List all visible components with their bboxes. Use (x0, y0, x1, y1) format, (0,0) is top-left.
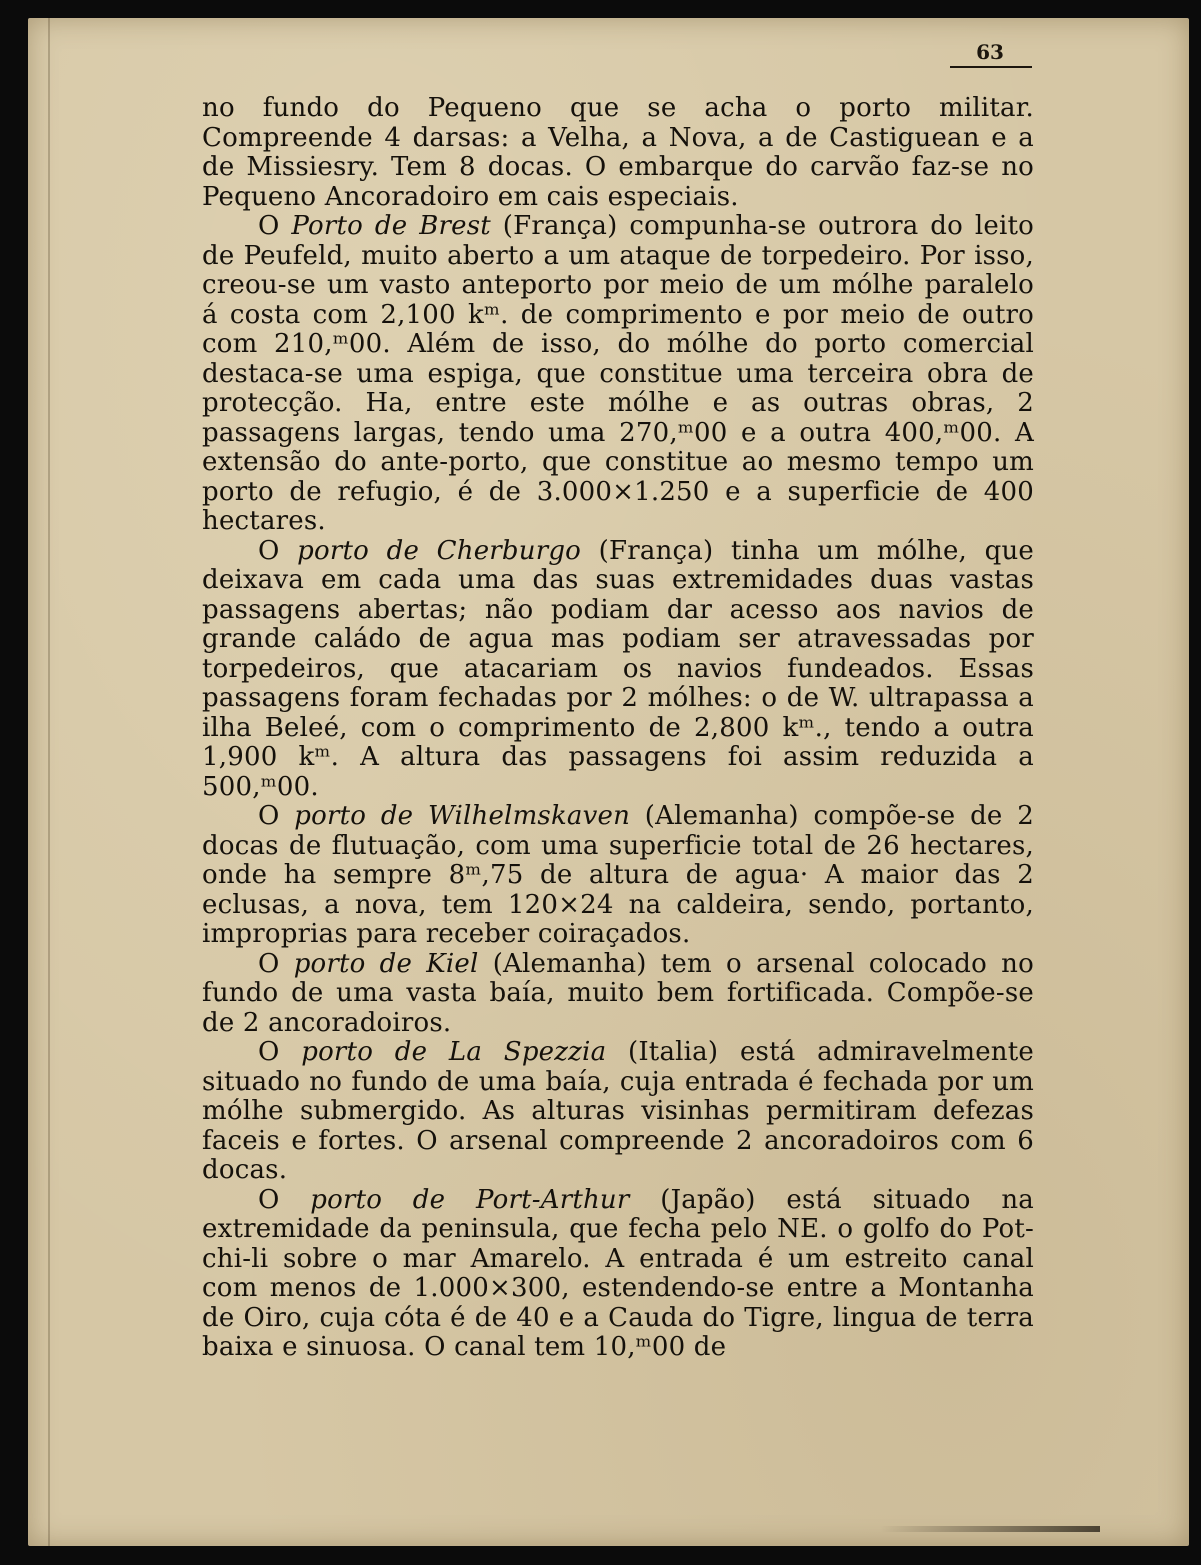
paragraph-prefix: O (258, 1037, 302, 1067)
paragraph-cherburgo (202, 537, 1034, 803)
paragraph-text: (França) tinha um mólhe, que deixava em cada uma das suas extremidades duas vastas passagens abertas; não podiam dar acesso aos navios de grande caládo de agua mas podiam ser atravessadas por torpedeiros, que atacariam os navios fundeados. Essas passagens foram fechadas por 2 mólhes: o de W. ultrapassa a ilha Beleé, com o comprimento de 2,800 kᵐ., tendo a outra 1,900 kᵐ. A altura das passagens foi assim reduzida a 500,ᵐ00. (202, 535, 1035, 802)
paragraph-brest (202, 212, 1034, 537)
paragraph-text: (Alemanha) compõe-se de 2 docas de flutuação, com uma superficie total de 26 hectares, onde ha sempre 8ᵐ,75 de altura de agua· A maior das 2 eclusas, a nova, tem 120×24 na caldeira, sendo, portanto, improprias para receber coiraçados. (202, 801, 1034, 949)
paragraph-port-arthur (202, 1186, 1034, 1363)
paragraph-prefix: O (258, 1184, 311, 1215)
book-page (28, 18, 1189, 1546)
paragraph-prefix: O (258, 801, 295, 831)
paragraph-text: (Alemanha) tem o arsenal colocado no fundo de uma vasta baía, muito bem fortificada. Compõe-se de 2 ancoradoiros. (202, 948, 1034, 1038)
port-name: porto de La Spezzia (301, 1037, 607, 1067)
body-text (202, 94, 1034, 1363)
paragraph-text: (Japão) está situado na extremidade da peninsula, que fecha pelo NE. o golfo do Pot-chi-li sobre o mar Amarelo. A entrada é um estreito canal com menos de 1.000×300, estendendo-se entre a Montanha de Oiro, cuja cóta é de 40 e a Cauda do Tigre, lingua de terra baixa e sinuosa. O canal tem 10,ᵐ00 de (202, 1184, 1034, 1362)
page-number-rule (950, 66, 1032, 68)
port-name: porto de Cherburgo (297, 535, 582, 566)
port-name: porto de Port-Arthur (310, 1184, 630, 1215)
paragraph-wilhelmskaven (202, 802, 1034, 950)
paragraph-text: (Italia) está admiravelmente situado no fundo de uma baía, cuja entrada é fechada por um mólhe submergido. As alturas visinhas permitiram defezas faceis e fortes. O arsenal compreende 2 ancoradoiros com 6 docas. (202, 1037, 1034, 1185)
paragraph-text: no fundo do Pequeno que se acha o porto militar. Compreende 4 darsas: a Velha, a Nova, a de Castiguean e a de Missiesry. Tem 8 docas. O embarque do carvão faz-se no Pequeno Ancoradoiro em cais especiais. (202, 93, 1034, 212)
page-number: 63 (976, 40, 1004, 64)
paragraph-la-spezzia (202, 1038, 1034, 1186)
page-gutter (48, 18, 50, 1546)
port-name: porto de Kiel (293, 948, 479, 979)
paragraph-prefix: O (258, 211, 292, 241)
paragraph-continuation (202, 94, 1034, 212)
paragraph-prefix: O (258, 535, 298, 566)
paragraph-text: (França) compunha-se outrora do leito de Peufeld, muito aberto a um ataque de torpedeiro. Por isso, creou-se um vasto anteporto por meio de um mólhe paralelo á costa com 2,100 kᵐ. de comprimento e por meio de outro com 210,ᵐ00. Além de isso, do mólhe do porto comercial destaca-se uma espiga, que constitue uma terceira obra de protecção. Ha, entre este mólhe e as outras obras, 2 passagens largas, tendo uma 270,ᵐ00 e a outra 400,ᵐ00. A extensão do ante-porto, que constitue ao mesmo tempo um porto de refugio, é de 3.000×1.250 e a superficie de 400 hectares. (202, 211, 1034, 536)
paragraph-prefix: O (258, 948, 294, 979)
port-name: porto de Wilhelmskaven (294, 801, 631, 831)
port-name: Porto de Brest (291, 211, 491, 241)
paragraph-kiel (202, 950, 1034, 1039)
page-bottom-edge (880, 1526, 1100, 1532)
